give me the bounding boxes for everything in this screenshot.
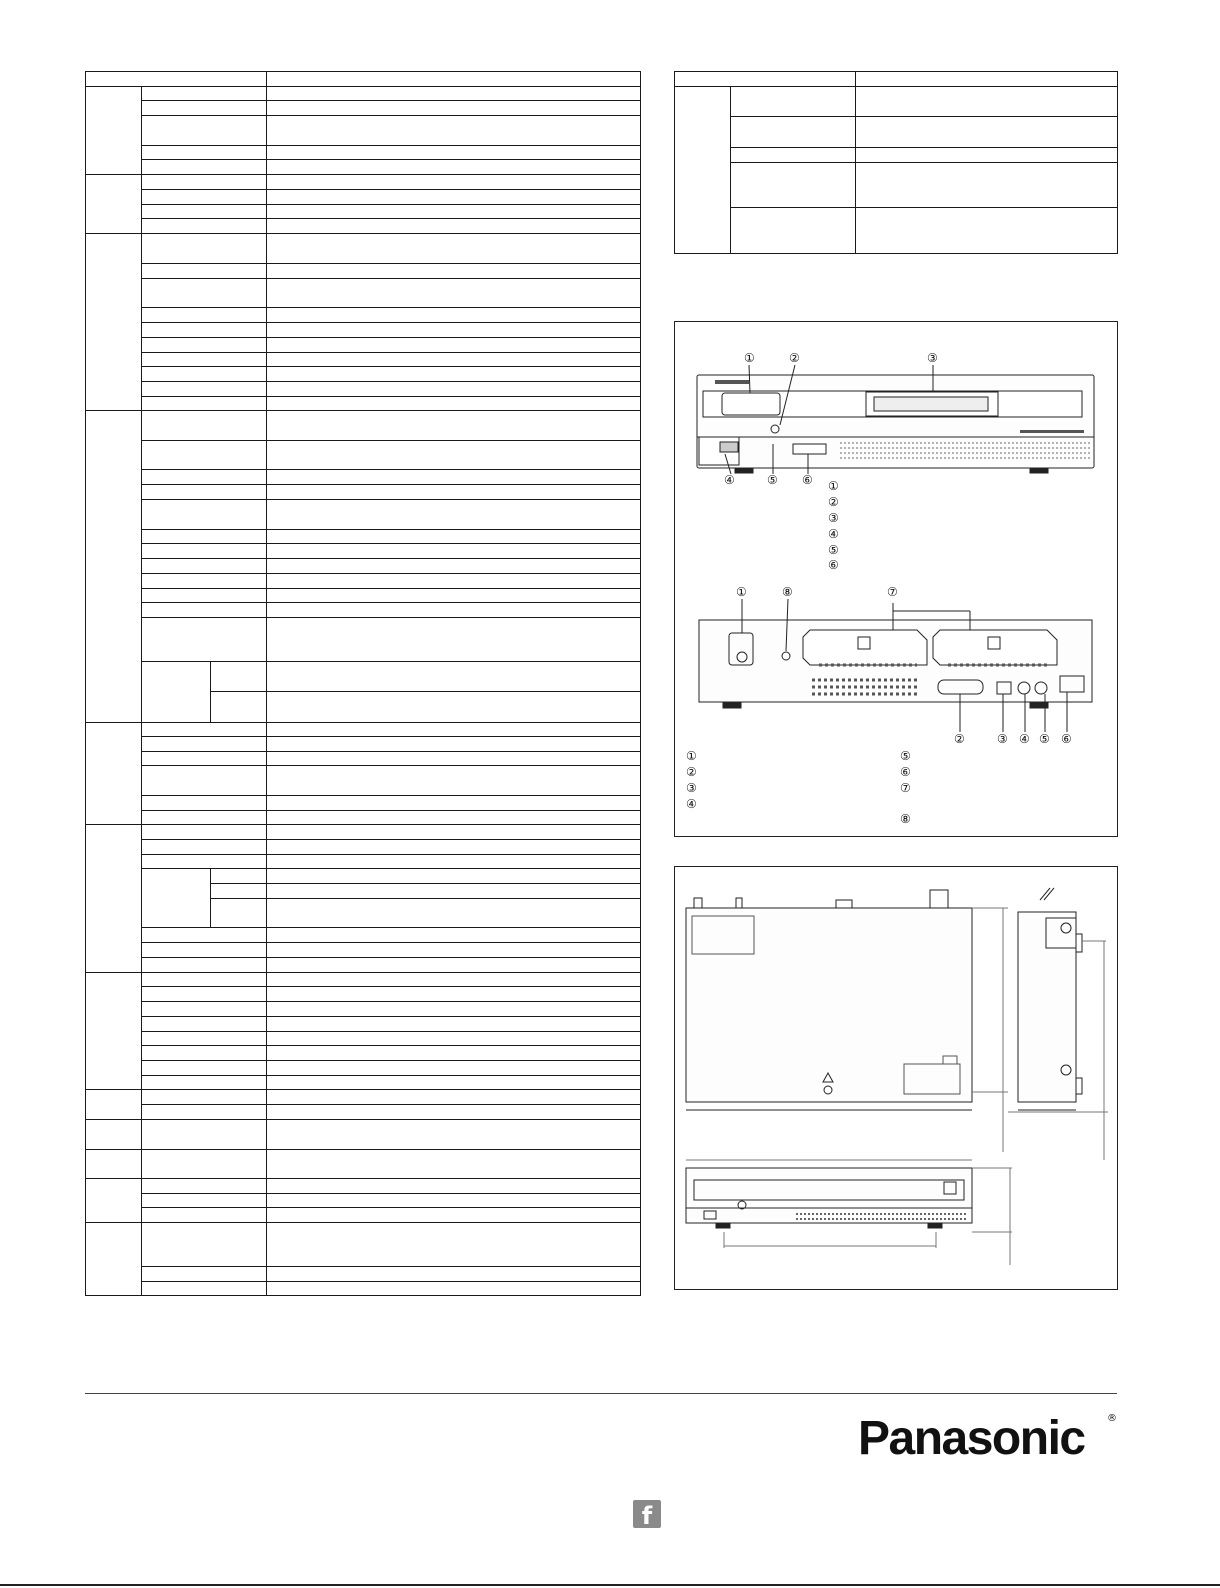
rear-legend-6: ⑥ — [900, 765, 911, 779]
rear-legend-7: ⑦ — [900, 781, 911, 795]
front-callout-5: ⑤ — [767, 473, 778, 487]
rear-callout-8: ⑧ — [782, 585, 793, 599]
front-legend-2: ② — [828, 495, 839, 509]
front-callout-3: ③ — [927, 351, 938, 365]
facebook-icon[interactable]: f — [633, 1500, 661, 1528]
rear-callout-1: ① — [736, 585, 747, 599]
rear-callout-7: ⑦ — [887, 585, 898, 599]
footer-divider — [85, 1393, 1117, 1394]
front-legend-6: ⑥ — [828, 558, 839, 572]
rear-callout-3: ③ — [997, 732, 1008, 746]
front-legend-5: ⑤ — [828, 543, 839, 557]
rear-callout-2: ② — [954, 732, 965, 746]
registered-mark: ® — [1107, 1413, 1117, 1424]
front-callout-4: ④ — [724, 473, 735, 487]
rear-legend-3: ③ — [686, 781, 697, 795]
brand-logo: Panasonic — [858, 1412, 1085, 1465]
front-callout-1: ① — [744, 351, 755, 365]
front-legend-1: ① — [828, 479, 839, 493]
rear-legend-8: ⑧ — [900, 812, 911, 826]
rear-callout-5: ⑤ — [1039, 732, 1050, 746]
front-callout-2: ② — [789, 351, 800, 365]
rear-legend-1: ① — [686, 749, 697, 763]
front-callout-6: ⑥ — [802, 473, 813, 487]
rear-callout-4: ④ — [1019, 732, 1030, 746]
rear-legend-4: ④ — [686, 797, 697, 811]
rear-legend-2: ② — [686, 765, 697, 779]
rear-callout-6: ⑥ — [1061, 732, 1072, 746]
page-bottom-edge — [0, 1584, 1220, 1586]
front-legend-3: ③ — [828, 511, 839, 525]
front-legend-4: ④ — [828, 527, 839, 541]
rear-legend-5: ⑤ — [900, 749, 911, 763]
